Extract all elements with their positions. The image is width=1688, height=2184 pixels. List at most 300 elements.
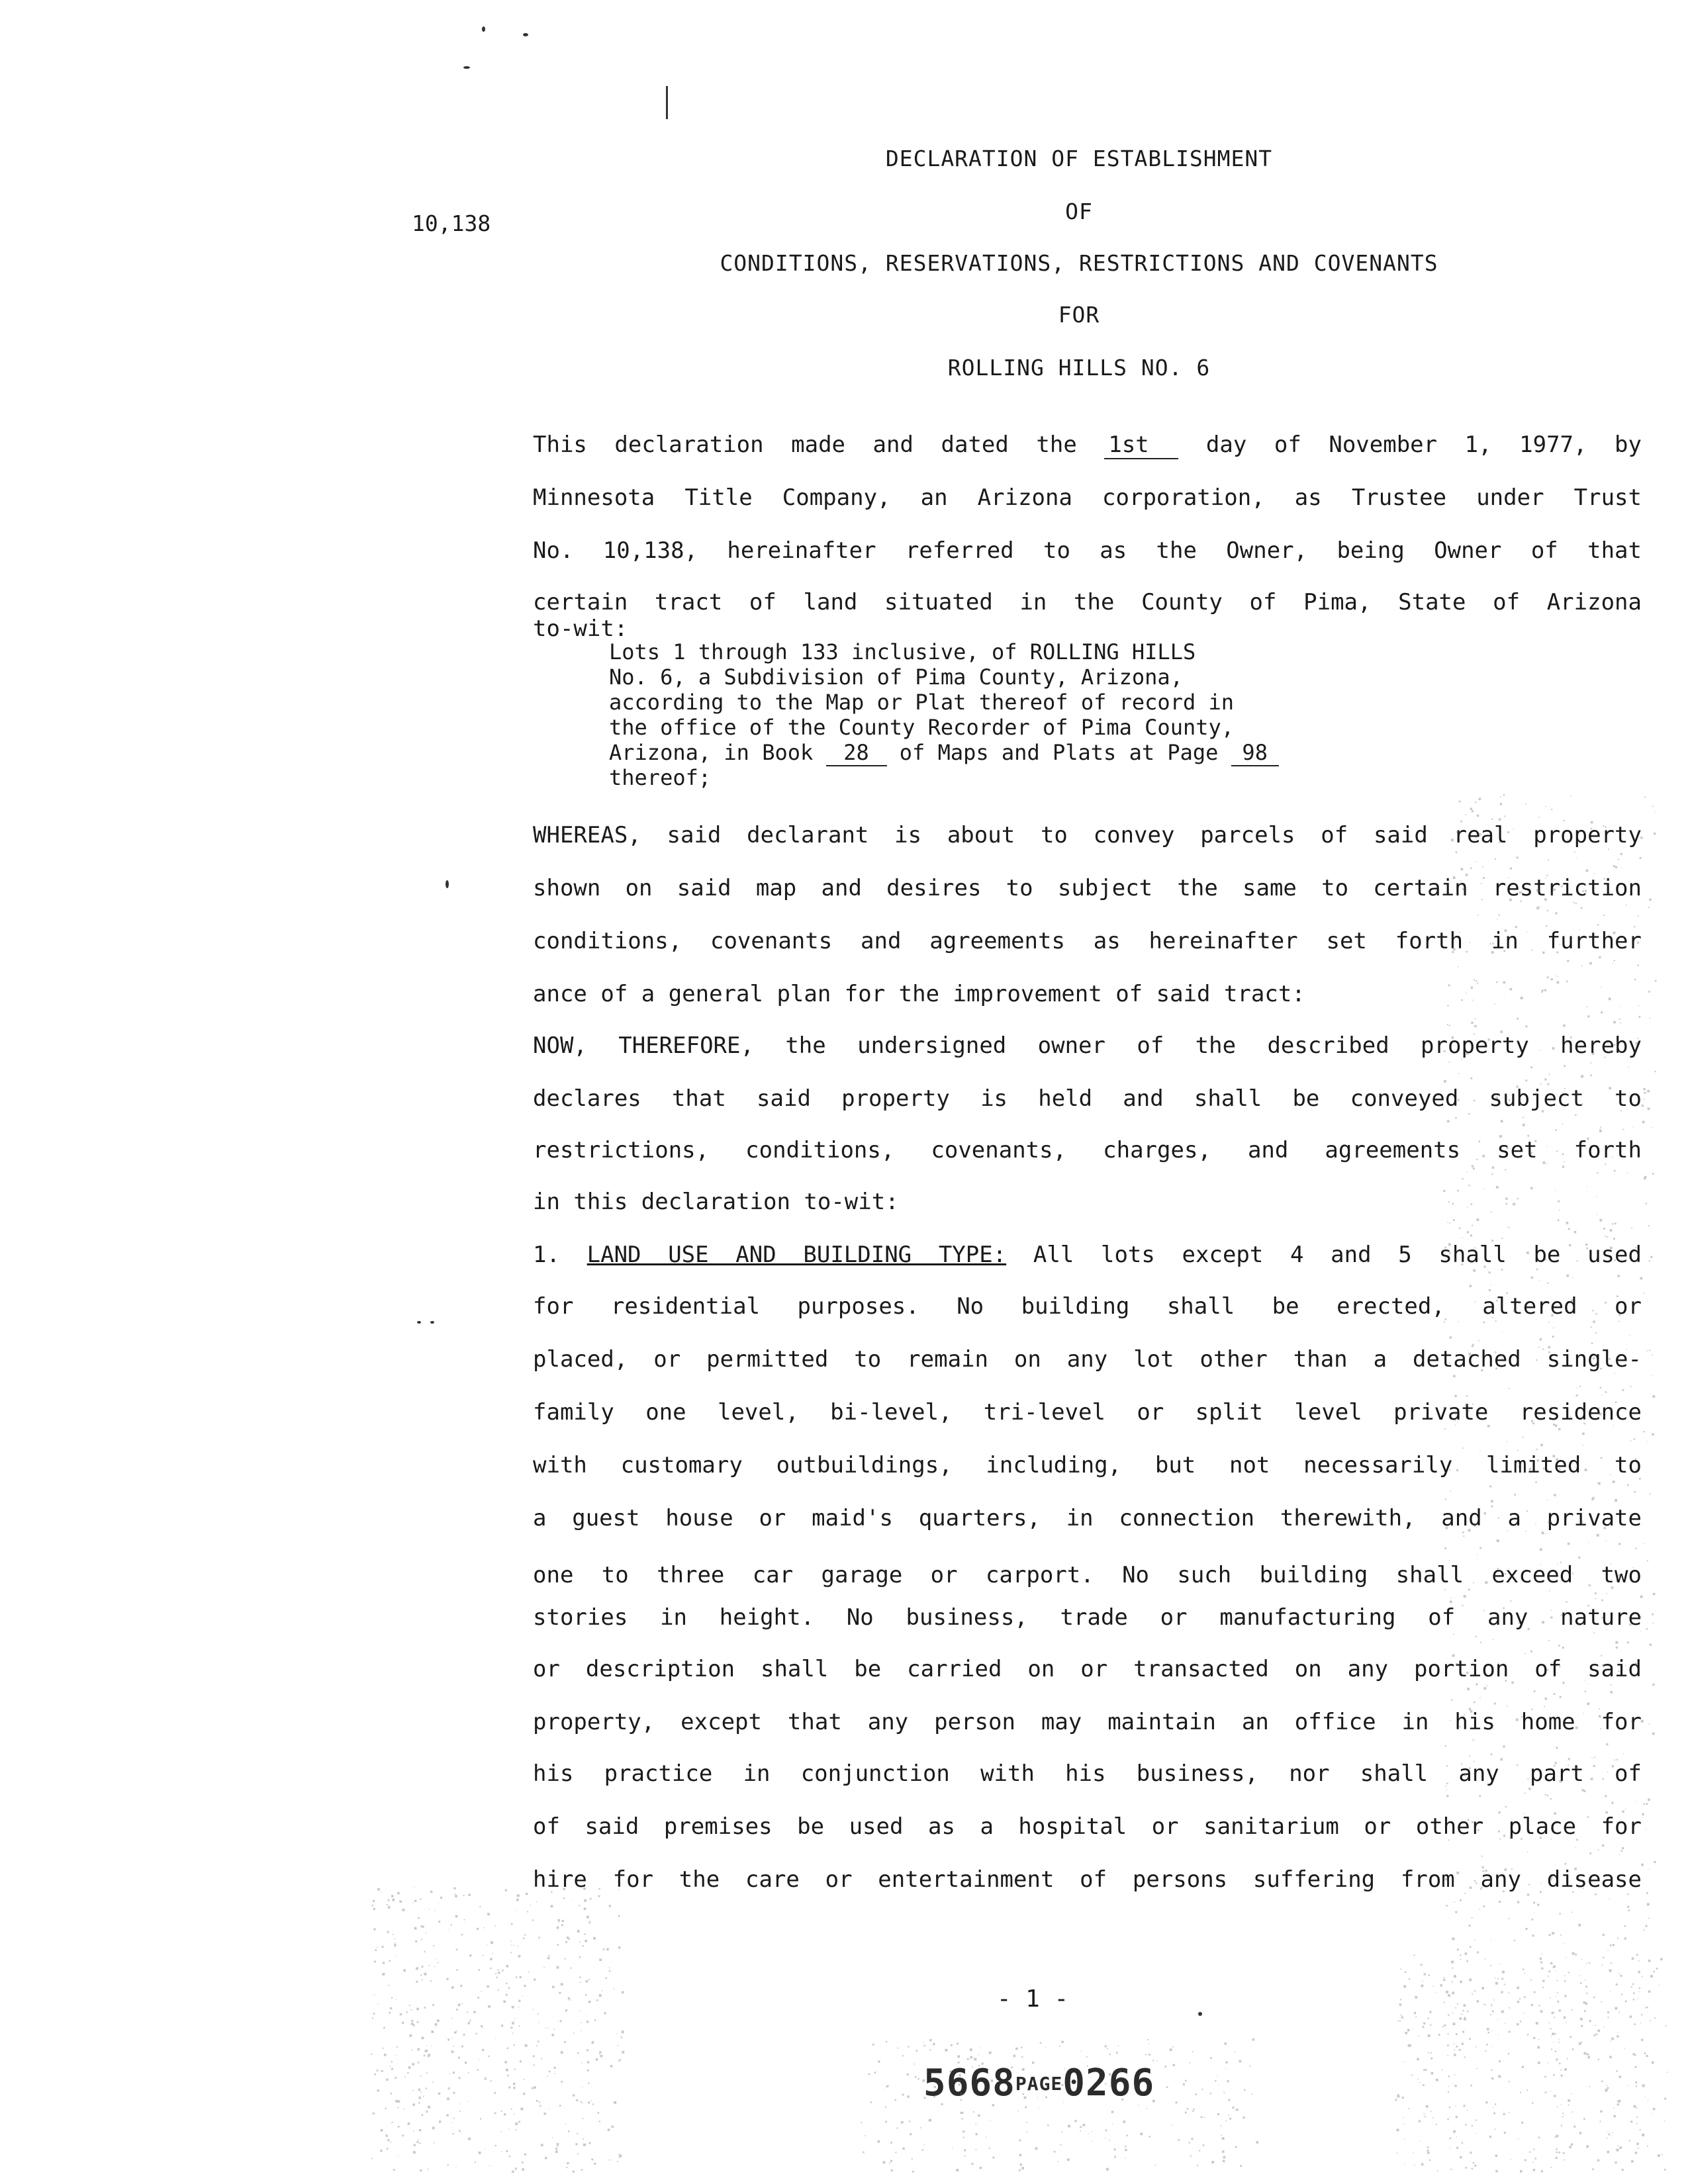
scan-speck bbox=[1145, 2054, 1147, 2056]
scan-speck bbox=[1484, 2004, 1485, 2005]
scan-speck bbox=[1020, 2163, 1022, 2165]
scan-speck bbox=[1457, 2003, 1458, 2005]
legal-line-5 bbox=[609, 740, 1403, 766]
title-line-5: ROLLING HILLS NO. 6 bbox=[947, 355, 1211, 381]
scan-speck bbox=[1587, 2145, 1589, 2148]
scan-speck bbox=[1566, 1275, 1569, 1277]
scan-speck bbox=[1549, 1591, 1550, 1592]
legal-line-4: the office of the County Recorder of Pima County, bbox=[609, 715, 1235, 740]
scan-speck bbox=[1449, 2138, 1450, 2139]
scan-speck bbox=[476, 2033, 477, 2034]
scan-speck bbox=[1201, 2116, 1203, 2118]
scan-speck bbox=[1589, 962, 1592, 965]
scan-speck bbox=[870, 2101, 872, 2103]
scan-speck bbox=[1480, 1642, 1481, 1643]
scan-speck bbox=[513, 2087, 515, 2089]
scan-speck bbox=[1581, 965, 1583, 966]
scan-speck bbox=[1570, 796, 1571, 797]
scan-speck bbox=[1106, 2168, 1109, 2171]
scan-speck bbox=[412, 2050, 413, 2051]
scan-speck bbox=[1642, 1105, 1644, 1107]
scan-speck bbox=[428, 2054, 430, 2056]
scan-speck bbox=[1452, 1938, 1454, 1940]
scan-speck bbox=[1455, 2007, 1456, 2009]
scan-speck bbox=[1501, 1120, 1503, 1122]
scan-speck bbox=[464, 1919, 465, 1921]
scan-speck bbox=[1654, 2017, 1656, 2019]
scan-speck bbox=[1597, 1534, 1599, 1537]
scan-speck bbox=[1514, 1940, 1515, 1941]
scan-speck bbox=[878, 2060, 880, 2062]
now-line-3: restrictions, conditions, covenants, charges, and agreements set forth bbox=[533, 1137, 1642, 1163]
scan-speck bbox=[1560, 1913, 1561, 1914]
scan-speck bbox=[575, 2143, 577, 2145]
scan-speck bbox=[1561, 2075, 1563, 2077]
scan-speck bbox=[1450, 2138, 1451, 2139]
scan-speck bbox=[393, 2122, 394, 2123]
scan-speck bbox=[1021, 2056, 1023, 2058]
scan-speck bbox=[1502, 1971, 1505, 1974]
scan-speck bbox=[1455, 1117, 1457, 1119]
scan-speck bbox=[391, 2068, 393, 2070]
scan-speck bbox=[1466, 1960, 1468, 1962]
scan-speck bbox=[910, 2133, 912, 2135]
scan-speck bbox=[874, 2071, 876, 2073]
scan-speck bbox=[1607, 2017, 1609, 2018]
scan-speck bbox=[561, 1983, 563, 1985]
scan-speck bbox=[416, 2141, 418, 2143]
scan-speck bbox=[432, 2081, 434, 2083]
scan-speck bbox=[609, 1905, 611, 1907]
scan-speck bbox=[1605, 1795, 1607, 1797]
scan-speck bbox=[1633, 2053, 1635, 2055]
scan-speck bbox=[1609, 2056, 1612, 2058]
section-1-line-1 bbox=[533, 1242, 1642, 1268]
scan-speck bbox=[1646, 1628, 1648, 1629]
scan-speck bbox=[387, 1931, 389, 1933]
scan-speck bbox=[454, 2031, 456, 2033]
scan-speck bbox=[515, 2122, 518, 2125]
scan-speck bbox=[398, 2107, 399, 2109]
scan-speck bbox=[552, 2034, 555, 2036]
scan-speck bbox=[1462, 2043, 1464, 2045]
scan-speck bbox=[373, 2113, 375, 2115]
scan-speck bbox=[1157, 2061, 1158, 2062]
scan-speck bbox=[411, 2023, 414, 2025]
section-1-line-5: with customary outbuildings, including, but not necessarily limited to bbox=[533, 1452, 1642, 1479]
scan-speck bbox=[1476, 2046, 1477, 2048]
scan-speck bbox=[1605, 1163, 1606, 1165]
scan-speck bbox=[553, 2028, 555, 2030]
scan-speck bbox=[1593, 2034, 1595, 2036]
scan-speck bbox=[1402, 2097, 1404, 2099]
scan-speck bbox=[477, 1997, 479, 1999]
scan-speck bbox=[592, 2104, 594, 2105]
scan-speck bbox=[1644, 2052, 1646, 2054]
scan-speck bbox=[503, 2001, 506, 2003]
scan-speck bbox=[1605, 1236, 1606, 1237]
scan-speck bbox=[452, 2122, 453, 2123]
scan-speck bbox=[573, 2171, 575, 2173]
scan-speck bbox=[1116, 2052, 1118, 2054]
scan-speck bbox=[1109, 2054, 1110, 2055]
scan-speck bbox=[413, 2025, 415, 2026]
scan-speck bbox=[1522, 2066, 1524, 2068]
scan-speck bbox=[373, 1900, 375, 1902]
scan-speck bbox=[1591, 1498, 1593, 1500]
scan-speck bbox=[1509, 2113, 1510, 2114]
scan-speck bbox=[468, 2022, 470, 2024]
scan-speck bbox=[901, 2121, 904, 2124]
scan-speck bbox=[1429, 1975, 1430, 1976]
scan-speck bbox=[509, 2156, 510, 2157]
scan-speck bbox=[1618, 2100, 1621, 2103]
scan-speck bbox=[510, 1952, 512, 1953]
scan-speck bbox=[1436, 2079, 1438, 2081]
scan-speck bbox=[1493, 1639, 1494, 1641]
scan-speck bbox=[467, 2012, 468, 2013]
scan-speck bbox=[599, 2121, 600, 2122]
scan-speck bbox=[1636, 2116, 1638, 2118]
stamp-book: 5668 bbox=[923, 2062, 1015, 2105]
scan-speck bbox=[1109, 2140, 1110, 2141]
scan-speck bbox=[418, 2048, 420, 2051]
scan-speck bbox=[1566, 1601, 1567, 1602]
scan-speck bbox=[1533, 2161, 1534, 2163]
scan-speck bbox=[598, 1895, 600, 1897]
scan-speck bbox=[1631, 1228, 1632, 1229]
recording-stamp bbox=[923, 2062, 1154, 2105]
scan-speck bbox=[1459, 2049, 1461, 2051]
scan-speck bbox=[917, 2078, 919, 2079]
scan-speck bbox=[1399, 2020, 1401, 2021]
scan-speck bbox=[1636, 2143, 1638, 2145]
scan-speck bbox=[1544, 1706, 1545, 1707]
scan-speck bbox=[594, 2163, 596, 2165]
scan-speck bbox=[1621, 1993, 1622, 1995]
scan-speck bbox=[1495, 1320, 1497, 1322]
scan-speck bbox=[455, 1895, 457, 1897]
scan-speck bbox=[1645, 2097, 1646, 2098]
scan-speck bbox=[423, 2096, 424, 2097]
scan-speck bbox=[1599, 1219, 1602, 1222]
scan-speck bbox=[1547, 1795, 1548, 1796]
scan-speck bbox=[610, 2065, 613, 2068]
scan-speck bbox=[1589, 1962, 1590, 1964]
scan-speck bbox=[1425, 2069, 1427, 2071]
scan-speck bbox=[416, 1968, 418, 1970]
scan-speck bbox=[1215, 2080, 1216, 2081]
scan-speck bbox=[522, 2161, 524, 2163]
scan-speck bbox=[957, 2043, 959, 2045]
scan-speck bbox=[514, 2018, 515, 2019]
scan-speck bbox=[508, 2128, 509, 2129]
scan-speck bbox=[1249, 2066, 1250, 2067]
section-1-line-13: hire for the care or entertainment of persons suffering from any disease bbox=[533, 1866, 1642, 1893]
scan-speck bbox=[1227, 2080, 1229, 2082]
scan-speck bbox=[1229, 2118, 1231, 2120]
scan-speck bbox=[1549, 2023, 1550, 2024]
scan-speck bbox=[508, 1987, 510, 1988]
scan-speck bbox=[1646, 2055, 1648, 2057]
scan-speck bbox=[1060, 2144, 1061, 2146]
scan-speck bbox=[596, 2058, 598, 2061]
scan-speck bbox=[1492, 2011, 1494, 2013]
scan-speck bbox=[1608, 1950, 1609, 1951]
scan-speck bbox=[1540, 2010, 1543, 2013]
stamp-page: 0266 bbox=[1062, 2062, 1155, 2105]
scan-speck bbox=[1634, 2023, 1635, 2025]
scan-speck bbox=[1473, 1167, 1475, 1169]
scan-speck bbox=[1526, 2089, 1528, 2091]
scan-speck bbox=[1483, 1687, 1486, 1690]
scan-speck bbox=[1068, 2125, 1070, 2128]
scan-speck bbox=[1644, 1092, 1646, 1094]
scan-speck bbox=[1491, 818, 1493, 819]
scan-speck bbox=[609, 1968, 610, 1969]
scan-speck bbox=[1509, 1388, 1510, 1389]
scan-speck bbox=[622, 1991, 624, 1994]
scan-speck bbox=[1544, 2076, 1546, 2078]
scan-speck bbox=[1465, 2167, 1467, 2169]
scan-speck bbox=[1490, 2014, 1491, 2015]
scan-speck bbox=[1478, 1340, 1479, 1342]
scan-speck bbox=[1536, 907, 1539, 909]
scan-speck bbox=[920, 2127, 921, 2128]
scan-speck bbox=[1240, 2165, 1242, 2167]
scan-speck bbox=[1646, 1350, 1648, 1351]
scan-speck bbox=[1438, 2034, 1440, 2036]
scan-speck bbox=[1224, 2092, 1225, 2093]
scan-speck bbox=[1617, 2149, 1619, 2152]
scan-speck bbox=[1409, 2108, 1410, 2109]
scan-speck bbox=[1107, 2168, 1108, 2169]
scan-speck bbox=[432, 2004, 434, 2006]
scan-speck bbox=[1493, 2113, 1495, 2115]
scan-speck bbox=[909, 2120, 910, 2122]
scan-speck bbox=[1510, 2159, 1511, 2160]
scan-speck bbox=[1620, 1023, 1621, 1024]
scan-speck bbox=[1470, 1234, 1472, 1236]
scan-speck bbox=[524, 1934, 526, 1936]
scan-speck bbox=[1612, 1223, 1613, 1224]
scan-speck bbox=[573, 2094, 575, 2096]
scan-speck bbox=[1462, 1178, 1463, 1179]
scan-speck bbox=[506, 2150, 508, 2152]
scan-speck bbox=[525, 2044, 528, 2047]
scan-speck bbox=[440, 1897, 442, 1899]
scan-speck bbox=[907, 2073, 909, 2075]
scan-speck bbox=[1618, 859, 1619, 860]
scan-speck bbox=[506, 1994, 508, 1996]
scan-speck bbox=[1658, 2154, 1660, 2157]
scan-speck bbox=[1545, 2091, 1547, 2093]
scan-speck bbox=[427, 2169, 428, 2170]
scan-speck bbox=[1605, 2091, 1607, 2092]
scan-speck bbox=[1644, 1929, 1645, 1931]
scan-speck bbox=[512, 2006, 514, 2009]
scan-speck bbox=[393, 1934, 394, 1935]
scan-speck bbox=[1647, 2146, 1648, 2147]
scan-speck bbox=[1587, 1703, 1590, 1706]
intro-line-2: Minnesota Title Company, an Arizona corporation, as Trustee under Trust bbox=[533, 484, 1642, 511]
scan-speck bbox=[549, 2071, 551, 2073]
scan-speck bbox=[945, 2049, 947, 2052]
scan-speck bbox=[1465, 2124, 1466, 2125]
scan-speck bbox=[915, 2076, 917, 2078]
scan-speck bbox=[924, 2144, 925, 2145]
scan-speck bbox=[599, 2051, 601, 2053]
scan-speck bbox=[1490, 1940, 1491, 1941]
scan-speck bbox=[1446, 1795, 1448, 1797]
scan-speck bbox=[1491, 2005, 1492, 2006]
scan-speck bbox=[606, 1948, 609, 1951]
scan-speck bbox=[589, 2142, 591, 2144]
now-line-1: NOW, THEREFORE, the undersigned owner of the described property hereby bbox=[533, 1032, 1642, 1059]
scan-speck bbox=[1652, 2113, 1653, 2114]
scan-speck bbox=[1652, 1355, 1653, 1356]
scan-speck bbox=[1491, 1173, 1493, 1175]
scan-speck bbox=[557, 2143, 559, 2146]
scan-speck bbox=[377, 2089, 379, 2091]
scan-speck bbox=[1595, 1893, 1597, 1895]
scan-speck bbox=[428, 2106, 430, 2109]
scan-speck bbox=[1442, 2026, 1444, 2028]
scan-speck bbox=[1650, 1644, 1652, 1646]
scan-speck bbox=[1462, 1447, 1464, 1449]
scan-speck bbox=[1590, 1075, 1592, 1077]
scan-speck bbox=[1571, 1912, 1573, 1913]
scan-speck bbox=[435, 2023, 438, 2026]
scan-speck bbox=[434, 1966, 435, 1967]
scan-speck bbox=[1415, 1996, 1417, 1999]
scan-speck bbox=[1583, 2118, 1585, 2120]
scan-speck bbox=[402, 2134, 404, 2136]
scan-speck bbox=[1472, 810, 1474, 812]
scan-speck bbox=[403, 2109, 404, 2110]
scan-speck bbox=[372, 2017, 373, 2019]
scan-speck bbox=[539, 2101, 540, 2103]
scan-speck bbox=[1548, 2062, 1549, 2063]
scan-speck bbox=[618, 2154, 620, 2155]
scan-speck bbox=[1559, 2152, 1561, 2154]
scan-speck bbox=[1564, 1065, 1566, 1067]
scan-speck bbox=[420, 1925, 422, 1927]
scan-speck bbox=[413, 2151, 416, 2154]
scan-speck bbox=[1644, 1543, 1645, 1544]
scan-speck bbox=[1573, 2126, 1575, 2128]
scan-speck bbox=[1252, 2038, 1255, 2041]
scan-speck bbox=[523, 1938, 524, 1939]
scan-speck bbox=[1638, 1016, 1640, 1018]
scan-speck bbox=[598, 2112, 600, 2114]
scan-speck bbox=[1178, 2139, 1180, 2141]
scan-speck bbox=[517, 1894, 520, 1897]
scan-speck bbox=[890, 2142, 892, 2144]
scan-speck bbox=[929, 2119, 931, 2122]
scan-speck bbox=[541, 2058, 542, 2060]
scan-speck bbox=[1047, 2124, 1049, 2126]
scan-speck bbox=[1086, 2056, 1088, 2058]
scan-speck bbox=[482, 2049, 484, 2051]
scan-speck bbox=[1083, 2124, 1086, 2126]
section-1-line-10: property, except that any person may maintain an office in his home for bbox=[533, 1709, 1642, 1735]
scan-speck bbox=[1460, 1954, 1461, 1956]
scan-speck bbox=[1427, 2152, 1430, 2154]
scan-speck bbox=[1568, 1543, 1570, 1545]
scan-speck bbox=[495, 2145, 496, 2146]
scan-speck bbox=[1507, 1706, 1508, 1707]
scan-speck bbox=[1476, 1218, 1479, 1221]
scan-speck bbox=[976, 2123, 977, 2124]
scan-speck bbox=[1504, 1984, 1505, 1985]
scan-speck bbox=[1540, 1958, 1542, 1960]
scan-speck bbox=[374, 1961, 376, 1963]
scan-speck bbox=[1504, 2132, 1506, 2134]
scan-speck bbox=[371, 2054, 372, 2055]
scan-speck bbox=[1549, 1934, 1551, 1936]
scan-speck bbox=[1632, 1983, 1634, 1985]
scan-speck bbox=[1556, 2148, 1557, 2150]
scan-speck bbox=[1568, 1758, 1570, 1760]
scan-speck bbox=[1497, 1539, 1499, 1542]
scan-speck bbox=[1427, 2146, 1429, 2148]
scan-speck bbox=[1524, 1996, 1526, 1998]
scan-speck bbox=[1566, 1222, 1569, 1224]
scan-speck bbox=[495, 2038, 496, 2039]
scan-speck bbox=[390, 2066, 391, 2067]
scan-speck bbox=[1652, 805, 1654, 807]
scan-speck bbox=[512, 2022, 514, 2025]
scan-speck bbox=[1559, 2009, 1561, 2011]
scan-speck bbox=[1467, 1171, 1468, 1172]
scan-speck bbox=[1429, 2160, 1430, 2161]
scan-speck bbox=[872, 2044, 874, 2046]
scan-speck bbox=[1615, 2007, 1617, 2010]
scan-speck bbox=[1617, 1938, 1618, 1939]
scan-speck bbox=[1581, 1959, 1582, 1960]
scan-speck bbox=[1454, 1975, 1456, 1978]
scan-speck bbox=[555, 2073, 556, 2075]
scan-speck bbox=[1450, 1490, 1451, 1491]
scan-speck bbox=[1444, 1547, 1446, 1549]
scan-speck bbox=[1606, 1540, 1607, 1541]
scan-speck bbox=[1479, 1547, 1481, 1549]
scan-speck bbox=[1449, 2117, 1450, 2118]
scan-speck bbox=[1652, 1395, 1655, 1398]
scan-speck bbox=[1164, 2066, 1166, 2068]
scan-speck bbox=[1499, 2076, 1501, 2078]
scan-speck bbox=[1199, 2150, 1200, 2152]
scan-speck bbox=[1536, 2022, 1538, 2025]
scan-speck bbox=[1525, 803, 1526, 805]
scan-speck bbox=[586, 2021, 588, 2023]
scan-speck bbox=[1444, 1590, 1446, 1591]
scan-speck bbox=[1653, 1971, 1655, 1973]
scan-speck bbox=[1534, 1991, 1536, 1993]
scan-speck bbox=[1449, 2107, 1450, 2108]
scan-speck bbox=[1595, 1598, 1596, 1600]
scan-speck bbox=[1530, 1979, 1532, 1981]
scan-speck bbox=[1251, 2094, 1252, 2095]
scan-speck bbox=[459, 2130, 460, 2131]
scan-speck bbox=[1584, 2052, 1587, 2055]
scan-speck bbox=[1568, 1972, 1570, 1973]
scan-speck bbox=[422, 1966, 424, 1968]
scan-speck bbox=[957, 2056, 960, 2058]
scan-speck bbox=[488, 2005, 491, 2008]
scan-speck bbox=[970, 2056, 972, 2059]
